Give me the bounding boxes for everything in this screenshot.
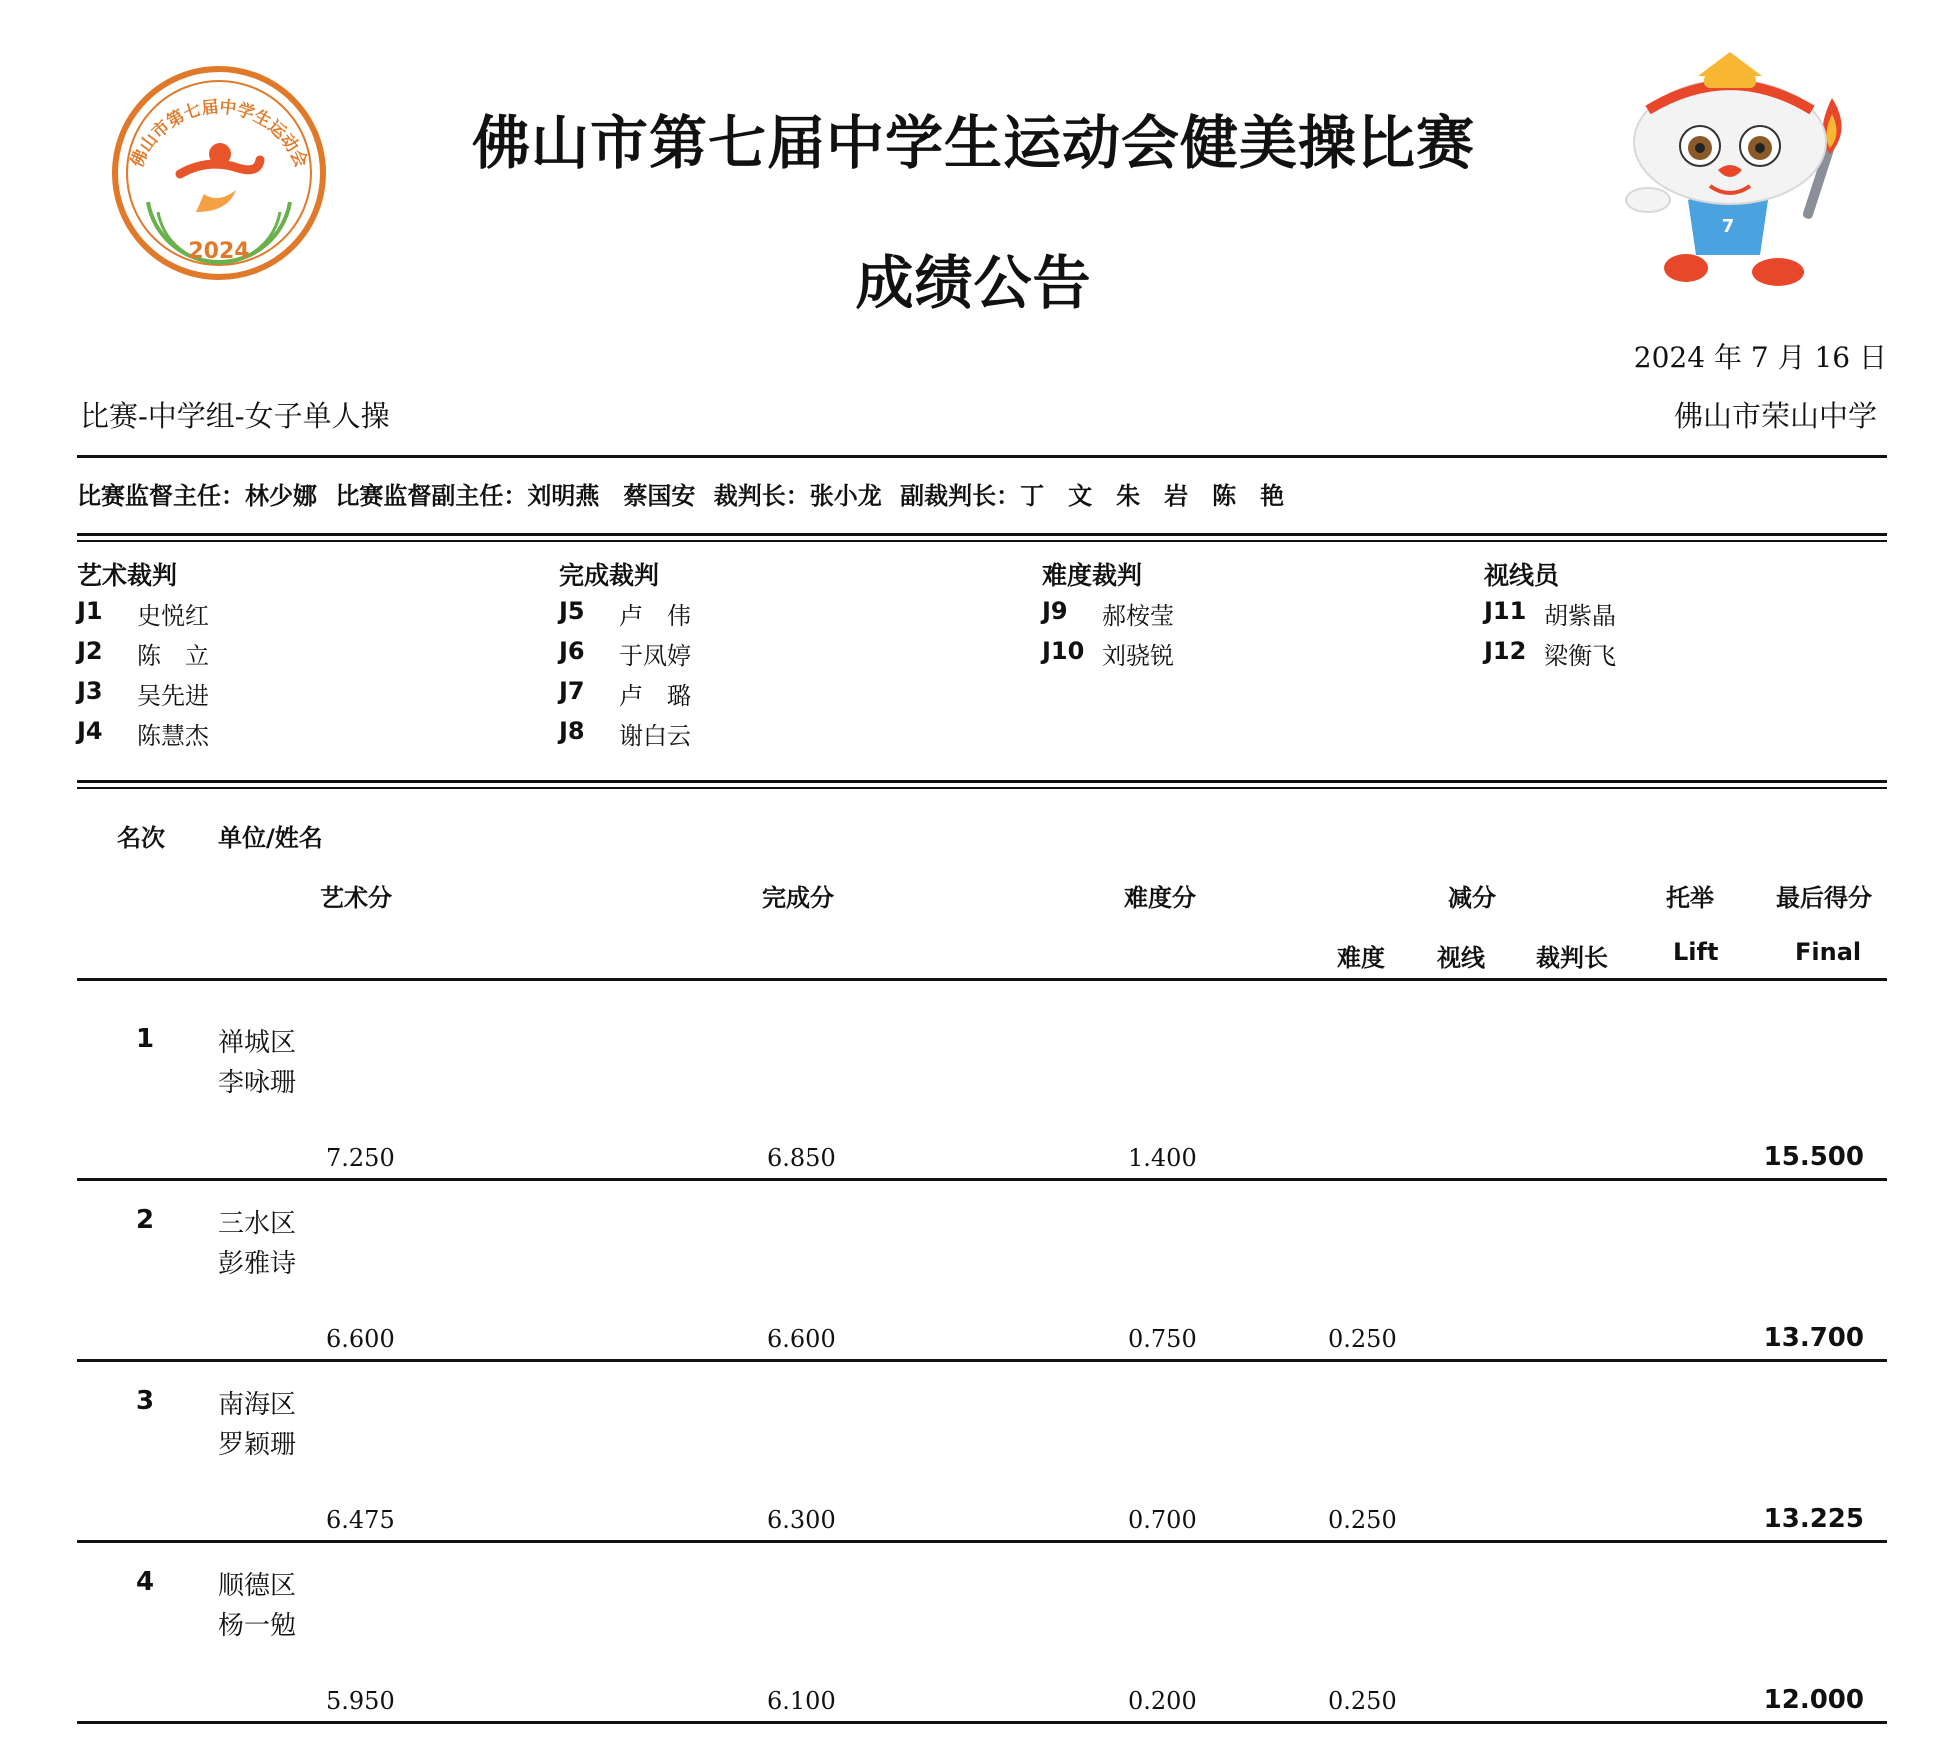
judge-code: J4 [77, 717, 103, 745]
announcement-date: 2024 年 7 月 16 日 [1633, 341, 1887, 374]
unit-value: 禅城区 [218, 1028, 297, 1058]
artistic-score: 6.600 [326, 1325, 395, 1353]
col-ded-line: 视线 [1437, 944, 1485, 972]
mascot-jersey-number: 7 [1721, 216, 1735, 237]
artistic-score: 5.950 [326, 1687, 395, 1715]
divider [77, 1721, 1887, 1724]
judge-name: 刘骁锐 [1102, 642, 1174, 670]
col-lift-en: Lift [1673, 938, 1719, 966]
judge-name: 陈慧杰 [137, 722, 209, 750]
final-score: 15.500 [1763, 1142, 1864, 1172]
execution-score: 6.300 [767, 1506, 836, 1534]
athlete-name: 杨一勉 [218, 1611, 297, 1641]
col-artistic: 艺术分 [320, 884, 392, 912]
judge-name: 谢白云 [619, 722, 691, 750]
col-final: 最后得分 [1776, 884, 1872, 912]
divider [77, 787, 1887, 789]
judge-name: 梁衡飞 [1544, 642, 1616, 670]
judge-code: J12 [1484, 637, 1527, 665]
judge-code: J9 [1042, 597, 1068, 625]
divider [77, 780, 1887, 783]
final-score: 13.225 [1763, 1504, 1864, 1534]
athlete-name: 李咏珊 [218, 1068, 297, 1098]
unit-value: 南海区 [218, 1390, 297, 1420]
execution-score: 6.850 [767, 1144, 836, 1172]
judge-name: 陈 立 [137, 642, 209, 670]
judge-group-title: 艺术裁判 [77, 561, 178, 590]
difficulty-deduction: 0.250 [1328, 1506, 1397, 1534]
col-final-en: Final [1795, 938, 1862, 966]
difficulty-score: 1.400 [1128, 1144, 1197, 1172]
difficulty-score: 0.200 [1128, 1687, 1197, 1715]
divider [77, 455, 1887, 458]
execution-score: 6.100 [767, 1687, 836, 1715]
difficulty-deduction: 0.250 [1328, 1325, 1397, 1353]
divider [77, 540, 1887, 542]
judge-group-title: 视线员 [1484, 561, 1560, 590]
col-difficulty: 难度分 [1124, 884, 1196, 912]
emblem-ring-text: 佛山市第七届中学生运动会 [127, 97, 311, 171]
chief-judge-name: 张小龙 [809, 482, 882, 510]
judge-code: J11 [1484, 597, 1527, 625]
col-lift: 托举 [1666, 884, 1714, 912]
supervisor-label: 比赛监督主任： [77, 482, 245, 510]
judge-group-title: 难度裁判 [1042, 561, 1143, 590]
final-score: 13.700 [1763, 1323, 1864, 1353]
col-execution: 完成分 [762, 884, 834, 912]
deputy-supervisor-label: 比赛监督副主任： [335, 482, 528, 510]
rank-value: 1 [136, 1024, 155, 1054]
rank-value: 3 [136, 1386, 155, 1416]
divider [77, 1178, 1887, 1181]
emblem-year: 2024 [188, 239, 250, 264]
athlete-name: 彭雅诗 [218, 1249, 297, 1279]
judge-code: J8 [559, 717, 585, 745]
page-title: 佛山市第七届中学生运动会健美操比赛 [471, 109, 1475, 177]
judge-code: J2 [77, 637, 103, 665]
unit-value: 三水区 [218, 1209, 297, 1239]
divider [77, 1359, 1887, 1362]
page-subtitle: 成绩公告 [855, 249, 1092, 317]
divider [77, 978, 1887, 981]
difficulty-score: 0.750 [1128, 1325, 1197, 1353]
divider [77, 1540, 1887, 1543]
judge-name: 于凤婷 [619, 642, 691, 670]
deputy-supervisor-names: 刘明燕 蔡国安 [527, 482, 696, 510]
chief-judge-label: 裁判长： [713, 482, 810, 510]
judge-code: J3 [77, 677, 103, 705]
judge-name: 卢 伟 [619, 602, 691, 630]
supervisor-name: 林少娜 [245, 482, 317, 510]
unit-value: 顺德区 [218, 1571, 297, 1601]
officials-line [77, 476, 1284, 511]
rank-value: 2 [136, 1205, 155, 1235]
difficulty-score: 0.700 [1128, 1506, 1197, 1534]
col-rank: 名次 [117, 824, 165, 852]
venue-name: 佛山市荣山中学 [1673, 399, 1877, 433]
event-name: 比赛-中学组-女子单人操 [80, 399, 390, 433]
rank-value: 4 [136, 1567, 155, 1597]
judge-code: J6 [559, 637, 585, 665]
col-ded-difficulty: 难度 [1337, 944, 1385, 972]
deputy-chief-label: 副裁判长： [900, 482, 1021, 510]
col-unit-name: 单位/姓名 [218, 824, 323, 852]
judge-name: 胡紫晶 [1544, 602, 1616, 630]
judge-name: 卢 璐 [619, 682, 691, 710]
artistic-score: 7.250 [326, 1144, 395, 1172]
divider [77, 533, 1887, 536]
col-deduction: 减分 [1448, 884, 1496, 912]
artistic-score: 6.475 [326, 1506, 395, 1534]
difficulty-deduction: 0.250 [1328, 1687, 1397, 1715]
judge-name: 史悦红 [137, 602, 209, 630]
judge-code: J5 [559, 597, 585, 625]
col-ded-chief: 裁判长 [1536, 944, 1608, 972]
execution-score: 6.600 [767, 1325, 836, 1353]
athlete-name: 罗颖珊 [218, 1430, 297, 1460]
judge-code: J7 [559, 677, 585, 705]
judge-name: 吴先进 [137, 682, 209, 710]
judge-group-title: 完成裁判 [559, 561, 660, 590]
judge-code: J10 [1042, 637, 1085, 665]
judge-code: J1 [77, 597, 103, 625]
deputy-chief-names: 丁 文 朱 岩 陈 艳 [1020, 482, 1285, 510]
judge-name: 郝桉莹 [1102, 602, 1174, 630]
final-score: 12.000 [1763, 1685, 1864, 1715]
